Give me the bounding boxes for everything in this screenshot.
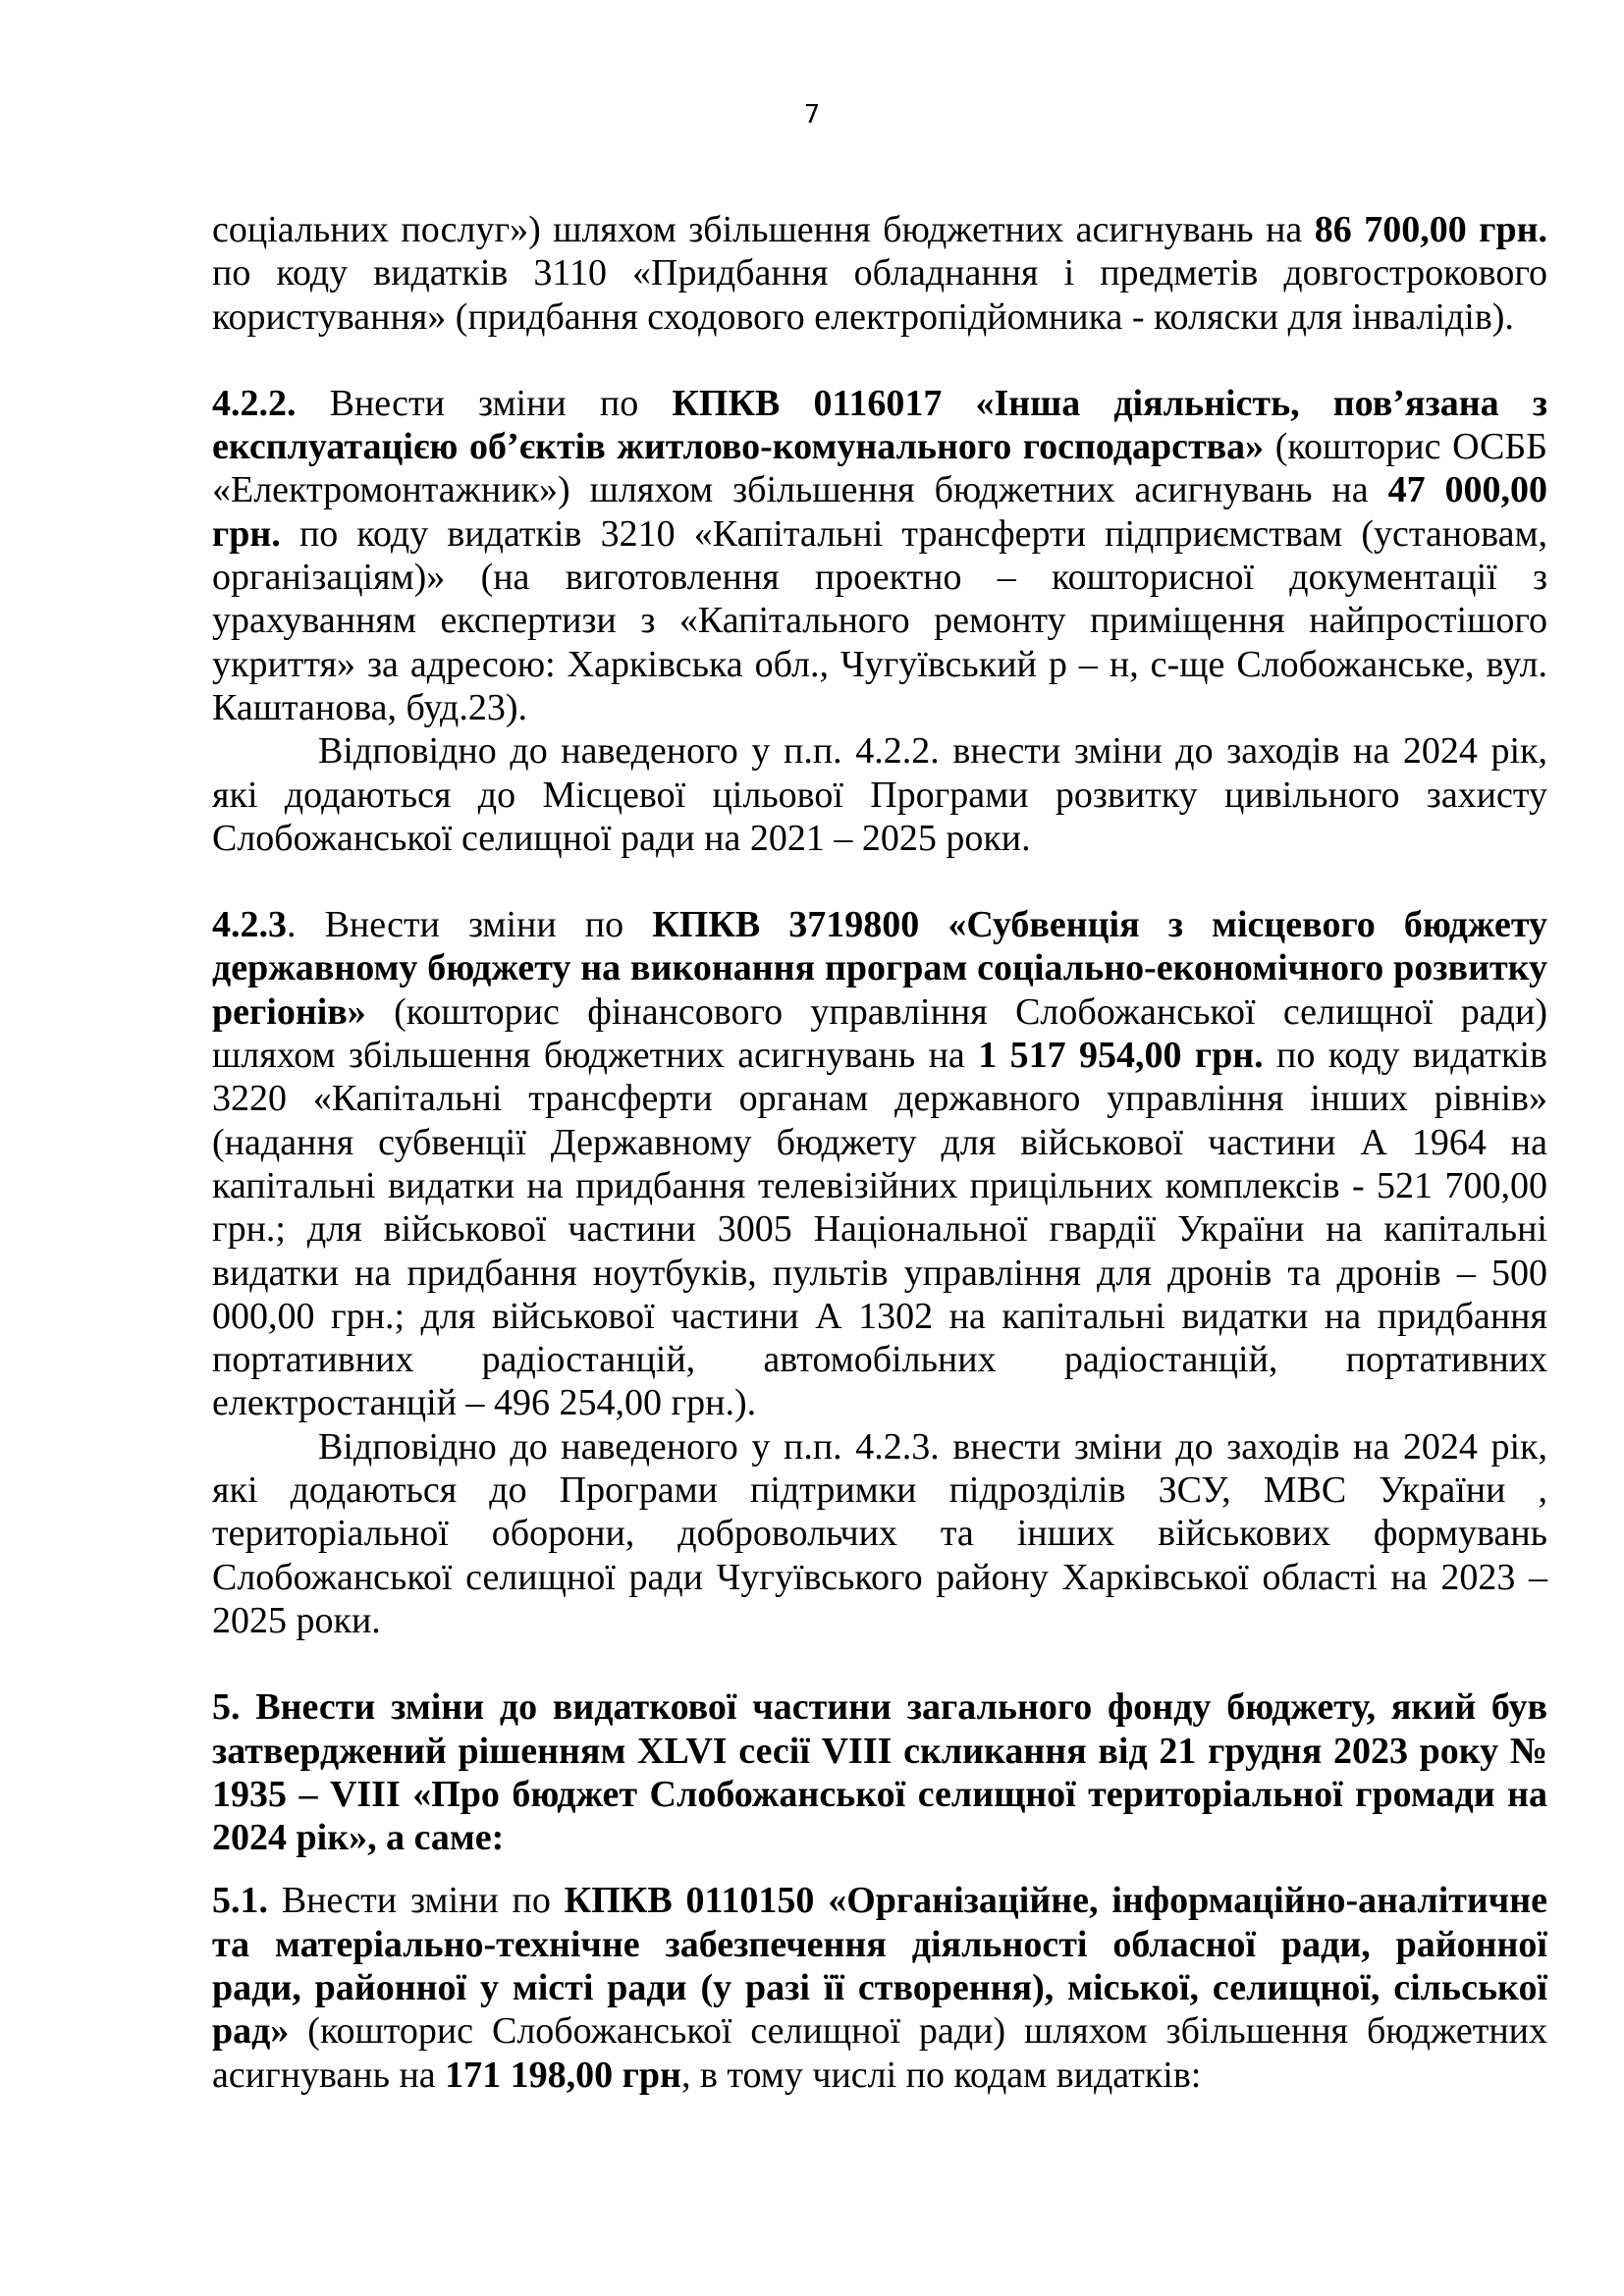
text-run: (кошторис ОСББ «Електромонтажник») шляхом збільшення бюджетних асигнувань на	[212, 426, 1547, 511]
text-run: по коду видатків 3110 «Придбання обладнання і предметів довгострокового користування» (придбання сходового електропідйомника - коляски для інвалідів).	[212, 252, 1547, 338]
paragraph-continuation	[212, 208, 1547, 339]
paragraph-reference-4-2-2: Відповідно до наведеного у п.п. 4.2.2. внести зміни до заходів на 2024 рік, які додаються до Місцевої цільової Програми розвитку цивільного захисту Слобожанської селищної ради на 2021 – 2025 роки.	[212, 730, 1547, 859]
amount: 47 000,00 грн.	[212, 469, 1548, 555]
text-run: по коду видатків 3210 «Капітальні трансферти підприємствам (установам, організаціям)» (на виготовлення проектно – кошторисної документації з урахуванням експертизи з «Капітального ремонту приміщення найпростішого укриття» за адресою: Харківська обл., Чугуївський р – н, с-ще Слобожанське, вул. Каштанова, буд.23).	[212, 512, 1547, 728]
text-run: . Внести зміни по	[287, 904, 653, 946]
section-number: 4.2.3	[212, 904, 287, 946]
kpkv-title: КПКВ 3719800 «Субвенція з місцевого бюджету державному бюджету на виконання програм соціально-економічного розвитку регіонів»	[212, 904, 1548, 1033]
text-run: , в тому числі по кодам видатків:	[680, 2054, 1202, 2096]
amount: 1 517 954,00 грн.	[978, 1035, 1264, 1077]
text-run: Внести зміни по	[296, 382, 673, 424]
text-run: по коду видатків 3220 «Капітальні трансферти органам державного управління інших рівнів» (надання субвенції Державному бюджету для військової частини А 1964 на капітальні видатки на придбання телевізійних прицільних комплексів - 521 700,00 грн.; для військової частини 3005 Національної гвардії України на капітальні видатки на придбання ноутбуків, пультів управління для дронів та дронів – 500 000,00 грн.; для військової частини А 1302 на капітальні видатки на придбання портативних радіостанцій, автомобільних радіостанцій, портативних електростанцій – 496 254,00 грн.).	[212, 1035, 1547, 1424]
text-run: (кошторис фінансового управління Слобожанської селищної ради) шляхом збільшення бюджетних асигнувань на	[212, 990, 1547, 1077]
section-5-text: 5. Внести зміни до видаткової частини загального фонду бюджету, який був затверджений рішенням XLVI сесії VIII скликання від 21 грудня 2023 року № 1935 – VIII «Про бюджет Слобожанської селищної територіальної громади на 2024 рік», а саме:	[212, 1686, 1547, 1859]
text-run: (кошторис Слобожанської селищної ради) шляхом збільшення бюджетних асигнувань на	[212, 2010, 1547, 2096]
paragraph-4-2-2	[212, 382, 1547, 729]
section-number: 5.1.	[212, 1880, 268, 1922]
document-body	[212, 208, 1547, 2097]
paragraph-reference-4-2-3: Відповідно до наведеного у п.п. 4.2.3. внести зміни до заходів на 2024 рік, які додаються до Програми підтримки підрозділів ЗСУ, МВС України , територіальної оборони, добровольчих та інших військових формувань Слобожанської селищної ради Чугуївського району Харківської області на 2023 – 2025 роки.	[212, 1425, 1547, 1641]
paragraph-4-2-3	[212, 903, 1547, 1425]
kpkv-title: КПКВ 0110150 «Організаційне, інформаційно-аналітичне та матеріально-технічне забезпечення діяльності обласної ради, районної ради, районної у місті ради (у разі її створення), міської, селищної, сільської рад»	[212, 1880, 1548, 2053]
page-number: 7	[803, 100, 821, 130]
section-5-heading	[212, 1685, 1547, 1859]
text-run: Внести зміни по	[268, 1880, 565, 1922]
paragraph-5-1	[212, 1879, 1547, 2096]
amount: 86 700,00 грн.	[1314, 209, 1547, 250]
text-run: соціальних послуг») шляхом збільшення бюджетних асигнувань на	[212, 209, 1315, 250]
section-number: 4.2.2.	[212, 382, 297, 424]
amount: 171 198,00 грн	[445, 2054, 681, 2096]
kpkv-title: КПКВ 0116017 «Інша діяльність, пов’язана з експлуатацією об’єктів житлово-комунального господарства»	[212, 382, 1547, 468]
